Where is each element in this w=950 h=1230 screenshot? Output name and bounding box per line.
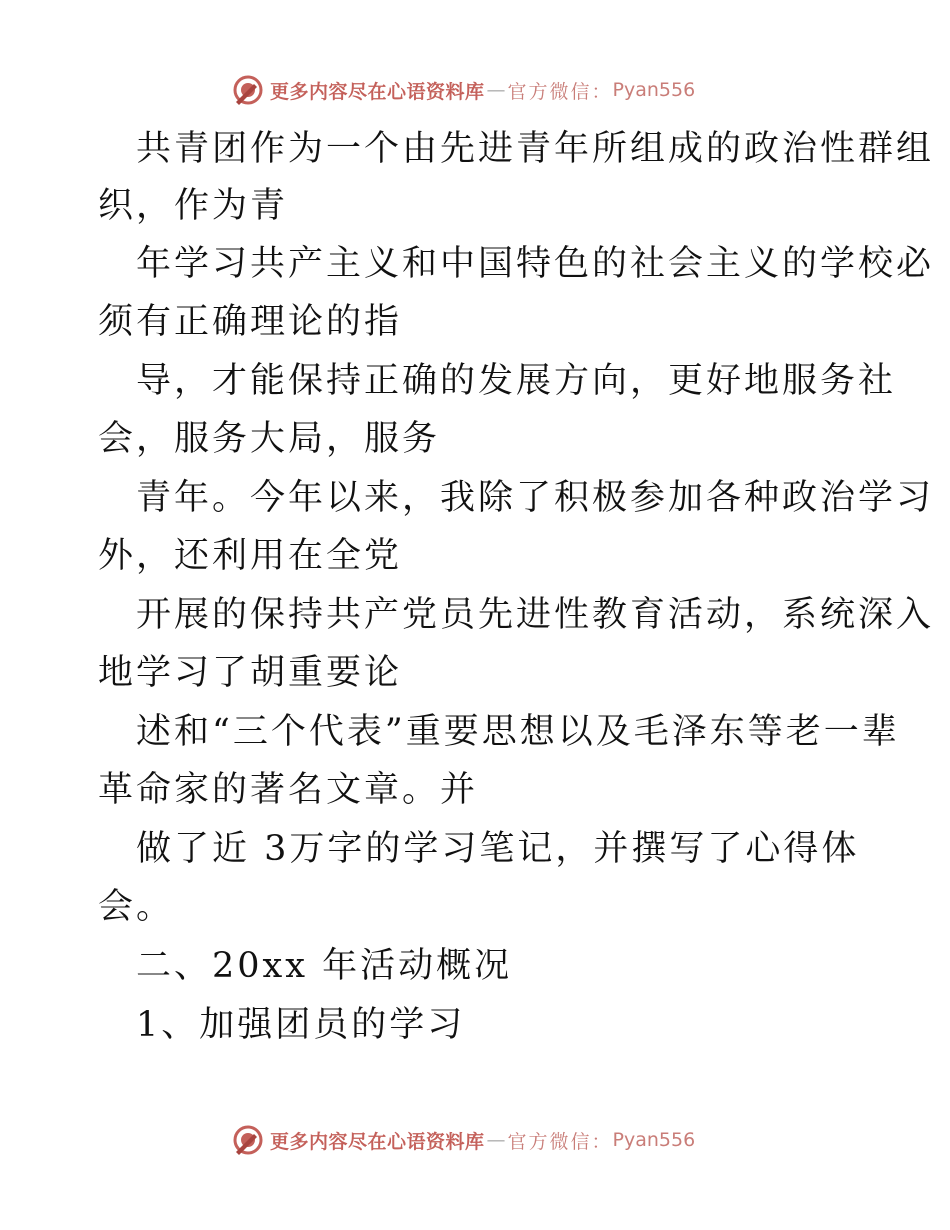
watermark-wechat-id: Pyan556: [612, 1129, 696, 1151]
paragraph-line: 须有正确理论的指: [98, 302, 403, 342]
watermark-separator: —: [486, 1129, 506, 1151]
watermark-wechat-id: Pyan556: [612, 79, 696, 101]
section-heading: 二、20xx 年活动概况: [136, 946, 513, 986]
paragraph-line: 共青团作为一个由先进青年所组成的政治性群组: [136, 129, 935, 169]
paragraph-line: 述和“三个代表”重要思想以及毛泽东等老一辈: [136, 712, 900, 752]
paragraph-line: 做了近 3万字的学习笔记，并撰写了心得体: [136, 829, 860, 869]
paragraph-line: 导，才能保持正确的发展方向，更好地服务社: [136, 361, 897, 401]
watermark-official-label: 官方微信：: [507, 1130, 613, 1153]
watermark-brand: 更多内容尽在心语资料库: [270, 1130, 485, 1153]
subsection-heading: 1、加强团员的学习: [136, 1005, 466, 1045]
paragraph-line: 织，作为青: [98, 186, 289, 226]
paragraph-line: 年学习共产主义和中国特色的社会主义的学校必: [136, 244, 935, 284]
watermark-separator: —: [486, 79, 506, 101]
paragraph-line: 青年。今年以来，我除了积极参加各种政治学习: [136, 478, 935, 518]
paragraph-line: 会。: [98, 887, 175, 927]
paragraph-line: 会，服务大局，服务: [98, 419, 441, 459]
paragraph-line: 地学习了胡重要论: [98, 653, 403, 693]
header-watermark: [232, 72, 695, 108]
watermark-official-label: 官方微信：: [507, 80, 613, 103]
footer-watermark: [232, 1122, 695, 1158]
watermark-brand: 更多内容尽在心语资料库: [270, 80, 485, 103]
paragraph-line: 开展的保持共产党员先进性教育活动，系统深入: [136, 595, 935, 635]
paragraph-line: 革命家的著名文章。并: [98, 770, 479, 810]
pen-circle-logo-icon: [232, 1124, 264, 1156]
paragraph-line: 外，还利用在全党: [98, 536, 403, 576]
pen-circle-logo-icon: [232, 74, 264, 106]
